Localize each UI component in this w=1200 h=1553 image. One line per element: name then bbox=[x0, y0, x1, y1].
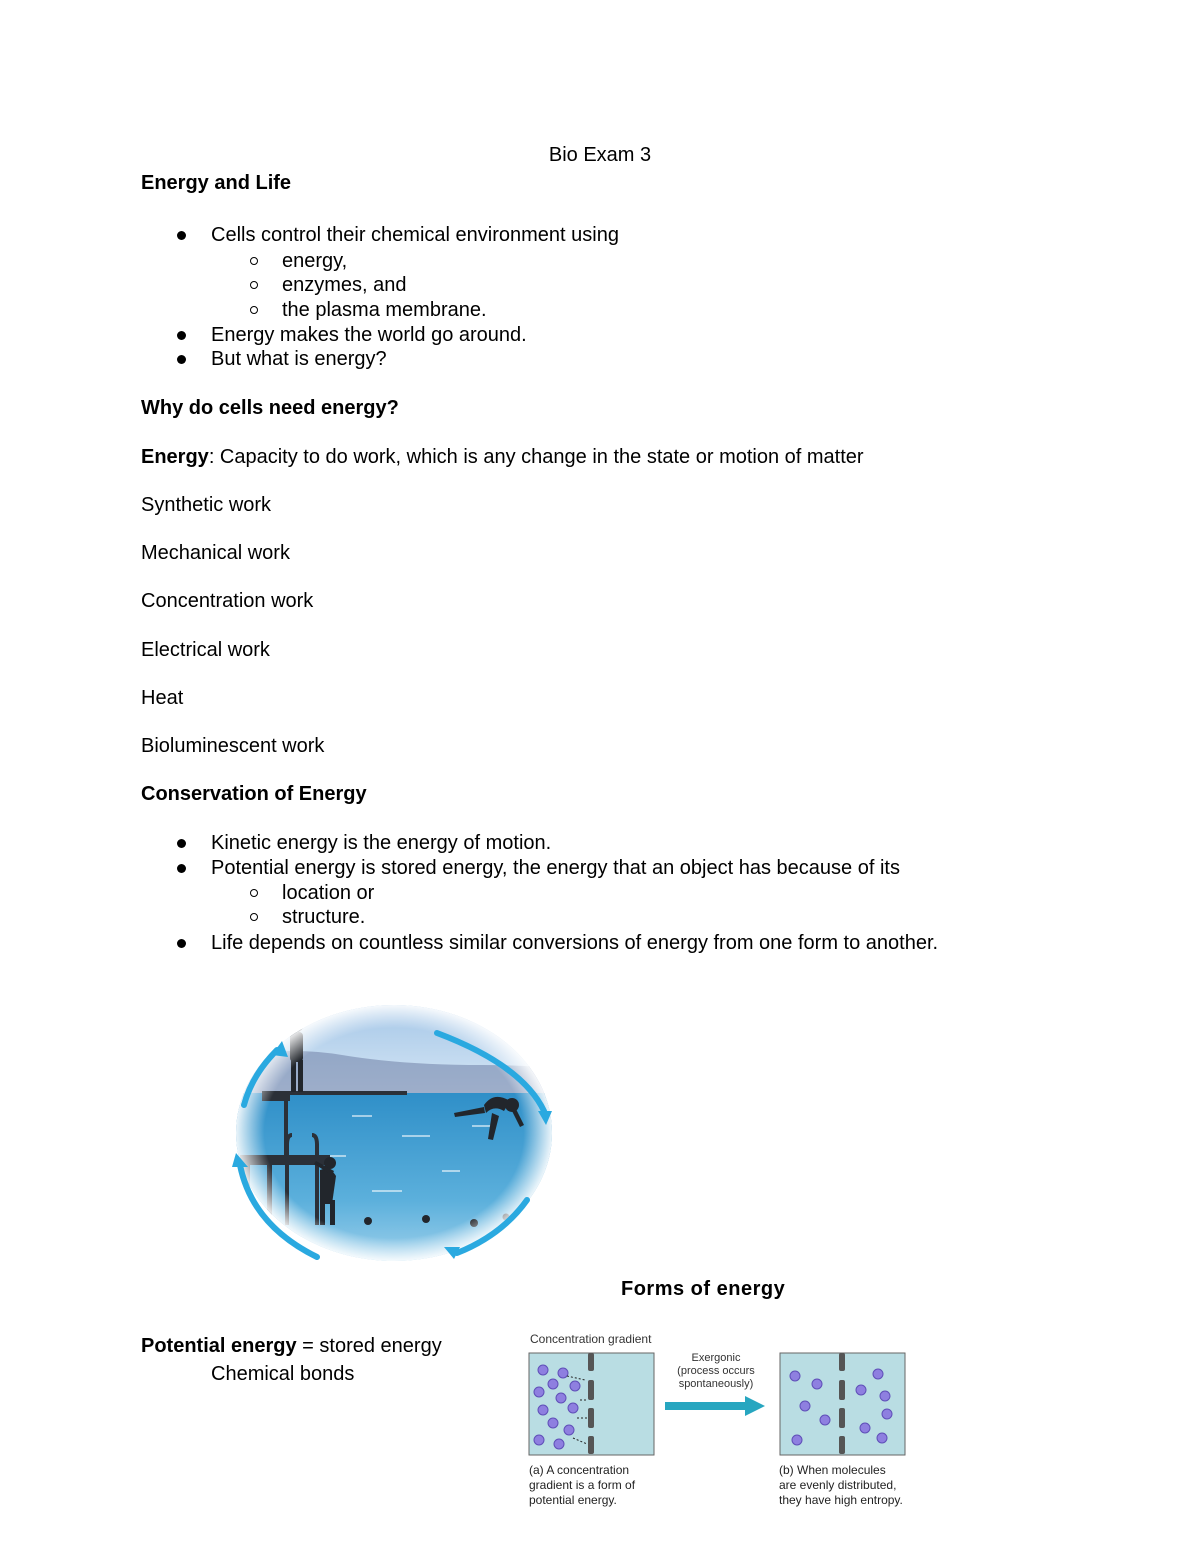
figure-caption-b bbox=[779, 1463, 903, 1508]
potential-energy-line bbox=[141, 1334, 442, 1358]
concentration-gradient-figure bbox=[525, 1328, 920, 1463]
bullet-icon bbox=[177, 839, 186, 848]
work-type-item: Synthetic work bbox=[141, 494, 272, 516]
sub-list-item: the plasma membrane. bbox=[282, 299, 487, 321]
sub-bullet-icon bbox=[250, 889, 258, 897]
exergonic-arrow-icon bbox=[665, 1396, 765, 1416]
list-item: Life depends on countless similar conversions of energy from one form to another. bbox=[211, 932, 939, 954]
heading-why-cells-need-energy: Why do cells need energy? bbox=[141, 397, 399, 419]
sub-bullet-icon bbox=[250, 281, 258, 289]
diving-energy-cycle-illustration bbox=[222, 995, 562, 1270]
sub-list-item: enzymes, and bbox=[282, 274, 407, 296]
sub-list-item: structure. bbox=[282, 906, 366, 928]
heading-conservation-of-energy: Conservation of Energy bbox=[141, 783, 367, 805]
list-item: Energy makes the world go around. bbox=[211, 324, 527, 346]
arrow-label-line: (process occurs bbox=[677, 1365, 755, 1377]
page-title: Bio Exam 3 bbox=[548, 144, 652, 166]
bullet-icon bbox=[177, 231, 186, 240]
bullet-icon bbox=[177, 864, 186, 873]
arrow-label-line: spontaneously) bbox=[678, 1378, 754, 1390]
caption-line: (b) When molecules bbox=[779, 1463, 886, 1477]
work-type-item: Concentration work bbox=[141, 590, 314, 612]
energy-definition bbox=[141, 445, 864, 469]
sub-bullet-icon bbox=[250, 257, 258, 265]
sub-bullet-icon bbox=[250, 306, 258, 314]
bullet-icon bbox=[177, 939, 186, 948]
heading-forms-of-energy: Forms of energy bbox=[621, 1278, 786, 1300]
list-item: Cells control their chemical environment using bbox=[211, 224, 619, 246]
potential-energy-term: Potential energy bbox=[141, 1335, 297, 1357]
list-item: Kinetic energy is the energy of motion. bbox=[211, 832, 552, 854]
caption-line: gradient is a form of bbox=[529, 1478, 636, 1492]
list-item: But what is energy? bbox=[211, 348, 387, 370]
caption-line: are evenly distributed, bbox=[779, 1478, 897, 1492]
bullet-icon bbox=[177, 331, 186, 340]
work-type-item: Mechanical work bbox=[141, 542, 290, 564]
sub-list-item: location or bbox=[282, 882, 375, 904]
figure-caption-a bbox=[529, 1463, 635, 1508]
definition-text: : Capacity to do work, which is any change in the state or motion of matter bbox=[208, 446, 864, 468]
caption-line: (a) A concentration bbox=[529, 1463, 630, 1477]
sub-list-item: energy, bbox=[282, 250, 348, 272]
list-item: Potential energy is stored energy, the energy that an object has because of its bbox=[211, 857, 900, 879]
work-type-item: Heat bbox=[141, 687, 184, 709]
caption-line: potential energy. bbox=[529, 1493, 617, 1507]
figure-panel-title: Concentration gradient bbox=[530, 1332, 652, 1346]
work-type-item: Electrical work bbox=[141, 639, 270, 661]
work-type-item: Bioluminescent work bbox=[141, 735, 325, 757]
sub-bullet-icon bbox=[250, 913, 258, 921]
bullet-icon bbox=[177, 355, 186, 364]
caption-line: they have high entropy. bbox=[779, 1493, 903, 1507]
heading-energy-and-life: Energy and Life bbox=[141, 172, 292, 194]
definition-term: Energy bbox=[141, 446, 209, 468]
potential-energy-text: = stored energy bbox=[296, 1335, 442, 1357]
chemical-bonds-line: Chemical bonds bbox=[211, 1363, 355, 1385]
arrow-label-line: Exergonic bbox=[691, 1352, 741, 1364]
